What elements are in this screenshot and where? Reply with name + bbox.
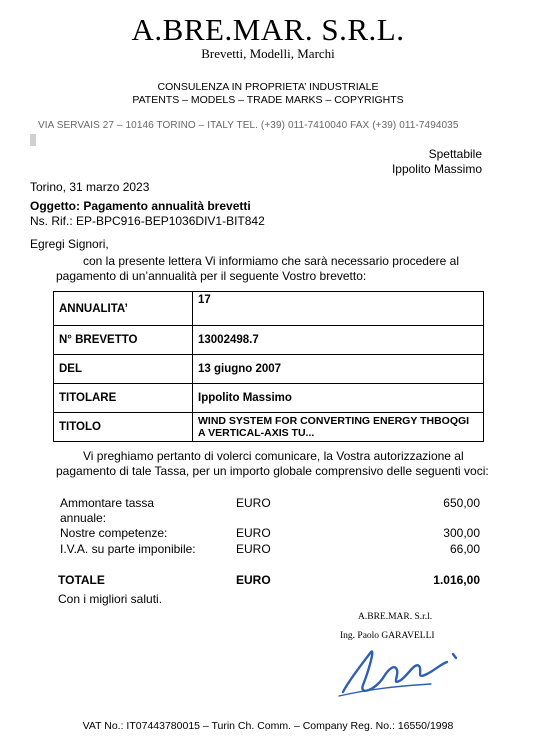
patent-details-table <box>53 291 484 442</box>
cost-label-continued: annuale: <box>60 511 107 525</box>
cost-amount: 300,00 <box>443 526 480 540</box>
table-row <box>54 326 484 355</box>
cost-amount: 650,00 <box>443 496 480 510</box>
cost-currency: EURO <box>236 526 271 540</box>
request-line-1: Vi preghiamo pertanto di volerci comunicare, la Vostra autorizzazione al <box>83 449 464 463</box>
letterhead-line-consulting: CONSULENZA IN PROPRIETA’ INDUSTRIALE <box>157 81 379 93</box>
cost-label: Ammontare tassa <box>60 496 155 510</box>
company-registration-footer: VAT No.: IT07443780015 – Turin Ch. Comm. – Company Reg. No.: 16550/1998 <box>82 720 454 732</box>
cost-label: I.V.A. su parte imponibile: <box>60 542 196 556</box>
company-logo-title: A.BRE.MAR. S.R.L. <box>131 12 405 47</box>
total-currency: EURO <box>236 573 271 587</box>
closing-greeting: Con i migliori saluti. <box>58 592 163 606</box>
table-value: 13 giugno 2007 <box>193 355 484 384</box>
intro-line-2: pagamento di un’annualità per il seguente Vostro brevetto: <box>56 269 367 283</box>
recipient-salutation: Spettabile <box>428 147 482 161</box>
table-value: 13002498.7 <box>193 326 484 355</box>
total-label: TOTALE <box>58 573 105 587</box>
reference-number: Ns. Rif.: EP-BPC916-BEP1036DIV1-BIT842 <box>30 214 265 228</box>
cost-label: Nostre competenze: <box>60 526 168 540</box>
signature-company: A.BRE.MAR. S.r.l. <box>358 612 433 622</box>
company-tagline: Brevetti, Modelli, Marchi <box>201 46 335 61</box>
table-row <box>54 355 484 384</box>
table-row <box>54 384 484 413</box>
table-row <box>54 413 484 442</box>
total-amount: 1.016,00 <box>433 573 480 587</box>
greeting: Egregi Signori, <box>30 237 109 251</box>
table-label: DEL <box>54 355 193 384</box>
recipient-name: Ippolito Massimo <box>391 162 482 176</box>
table-label: N° BREVETTO <box>54 326 193 355</box>
letterhead-line-patents: PATENTS – MODELS – TRADE MARKS – COPYRIGHTS <box>132 94 404 106</box>
table-label: TITOLO <box>54 413 193 442</box>
cost-currency: EURO <box>236 496 271 510</box>
cost-currency: EURO <box>236 542 271 556</box>
table-label: TITOLARE <box>54 384 193 413</box>
table-value: 17 <box>193 292 484 326</box>
company-address: VIA SERVAIS 27 – 10146 TORINO – ITALY TEL. (+39) 011-7410040 FAX (+39) 011-7494035 <box>38 120 459 131</box>
cost-amount: 66,00 <box>449 542 480 556</box>
margin-mark <box>30 134 36 146</box>
table-row <box>54 292 484 326</box>
letter-subject: Oggetto: Pagamento annualità brevetti <box>30 199 251 213</box>
intro-line-1: con la presente lettera Vi informiamo che sarà necessario procedere al <box>83 254 459 268</box>
table-label: ANNUALITA’ <box>54 292 193 326</box>
signatory-name: Ing. Paolo GARAVELLI <box>340 631 435 641</box>
letter-date: Torino, 31 marzo 2023 <box>30 180 150 194</box>
handwritten-signature <box>335 640 465 702</box>
request-line-2: pagamento di tale Tassa, per un importo globale comprensivo delle seguenti voci: <box>56 464 489 478</box>
table-value: Ippolito Massimo <box>193 384 484 413</box>
table-value: WIND SYSTEM FOR CONVERTING ENERGY THBOQGI A VERTICAL-AXIS TU... <box>193 413 484 442</box>
